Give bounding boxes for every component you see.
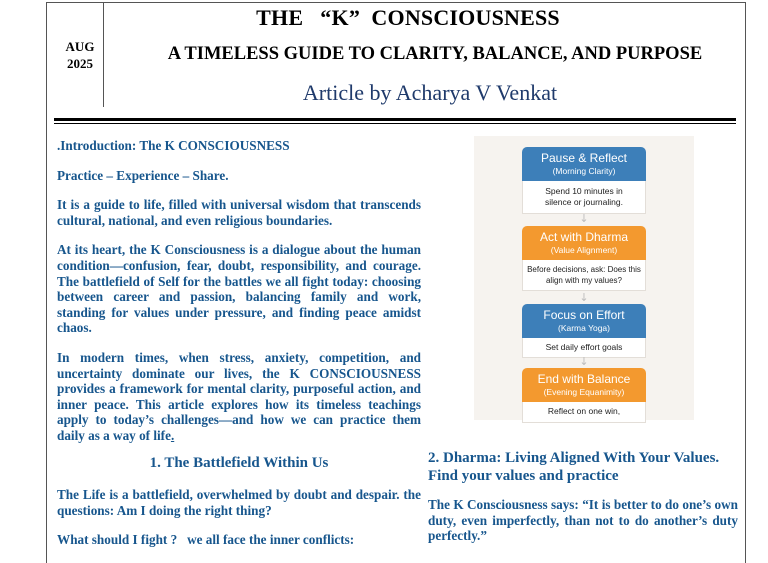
intro-paragraph-3-text: In modern times, when stress, anxiety, competition, and uncertainty dominate our lives, the K CONSCIOUSNESS provides a framework for mental clarity, purposeful action, and inner peace. This article explores how its timeless teachings apply to today’s challenges—and how we can practice them daily as a way of life [57, 349, 421, 443]
flow-step-header [522, 147, 646, 181]
intro-paragraph-3-end: . [170, 427, 175, 443]
flow-step-title: Focus on Effort [543, 308, 625, 322]
section-2-paragraph-1: The K Consciousness says: “It is better to do one’s own duty, even imperfectly, than not to do another’s duty perfectly.” [428, 497, 738, 544]
intro-heading: .Introduction: The K CONSCIOUSNESS [57, 138, 290, 153]
header-rule-thin [54, 123, 736, 124]
flow-step-subtitle: (Value Alignment) [550, 245, 618, 255]
section-2-heading: 2. Dharma: Living Aligned With Your Values. Find your values and practice [428, 450, 720, 484]
intro-paragraph-3 [57, 350, 421, 444]
flow-step-end-balance [522, 368, 646, 423]
flow-step-header [522, 368, 646, 402]
flow-step-header [522, 226, 646, 260]
section-1-paragraph-2: What should I fight ? we all face the inner conflicts: [57, 532, 355, 548]
flow-step-body: Before decisions, ask: Does this align with my values? [522, 260, 646, 291]
header-divider [103, 3, 104, 107]
intro-motto: Practice – Experience – Share. [57, 167, 229, 183]
practice-flow-chart [474, 136, 694, 420]
flow-step-body: Spend 10 minutes in silence or journaling. [522, 181, 646, 214]
flow-step-title: Act with Dharma [539, 230, 629, 244]
flow-step-act-dharma [522, 226, 646, 291]
flow-step-pause-reflect [522, 147, 646, 214]
section-1-body [57, 487, 421, 548]
flow-step-subtitle: (Morning Clarity) [552, 166, 616, 176]
intro-paragraph-2: At its heart, the K Consciousness is a dialogue about the human condition—confusion, fear, doubt, responsibility, and courage. The battlefield of Self for the battles we all fight today: choosing between career and passion, balancing family and work, standing for values under pressure, and finding peace amidst chaos. [57, 242, 421, 336]
page-subtitle: A TIMELESS GUIDE TO CLARITY, BALANCE, AND PURPOSE [167, 44, 703, 64]
header-rule-thick [54, 118, 736, 121]
issue-date [62, 38, 98, 72]
down-arrow-icon: ↓ [579, 212, 589, 225]
section-1-heading: 1. The Battlefield Within Us [149, 455, 329, 471]
flow-step-body: Set daily effort goals [522, 338, 646, 358]
page-title: THE “K” CONSCIOUSNESS [256, 5, 560, 30]
flow-step-subtitle: (Karma Yoga) [558, 323, 610, 333]
flow-step-focus-effort [522, 304, 646, 358]
down-arrow-icon: ↓ [579, 291, 589, 304]
flow-step-subtitle: (Evening Equanimity) [543, 387, 625, 397]
flow-step-title: End with Balance [537, 372, 631, 386]
intro-paragraph-1: It is a guide to life, filled with universal wisdom that transcends cultural, national, and even religious boundaries. [57, 197, 421, 228]
down-arrow-icon: ↓ [579, 355, 589, 368]
issue-year: 2025 [67, 56, 93, 71]
left-column [57, 138, 421, 444]
flow-step-body: Reflect on one win, [522, 402, 646, 423]
issue-month: AUG [65, 39, 95, 54]
flow-step-header [522, 304, 646, 338]
byline: Article by Acharya V Venkat [302, 80, 558, 105]
section-1-paragraph-1: The Life is a battlefield, overwhelmed by doubt and despair. the questions: Am I doing the right thing? [57, 487, 421, 518]
flow-step-title: Pause & Reflect [540, 151, 628, 165]
